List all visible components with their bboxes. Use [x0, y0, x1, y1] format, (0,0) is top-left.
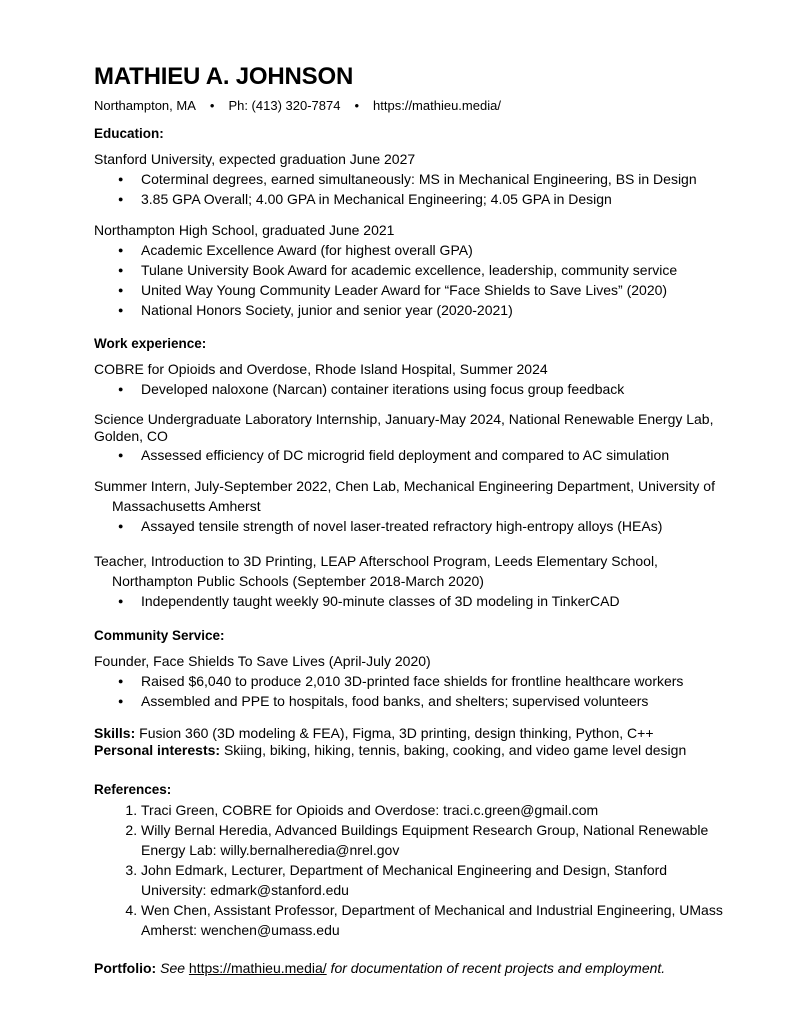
- interests-label: Personal interests:: [94, 742, 221, 758]
- portfolio-line: [94, 958, 734, 978]
- list-item: ● Coterminal degrees, earned simultaneously: MS in Mechanical Engineering, BS in Design: [141, 169, 734, 189]
- list-item: ● United Way Young Community Leader Award for “Face Shields to Save Lives” (2020): [141, 280, 734, 300]
- work-entry-title: Science Undergraduate Laboratory Internship, January-May 2024, National Renewable Energy Lab, Golden, CO: [94, 411, 714, 444]
- portfolio-label: Portfolio:: [94, 960, 157, 976]
- work-entry-title: Summer Intern, July-September 2022, Chen Lab, Mechanical Engineering Department, University of Massachusetts Amherst: [94, 478, 715, 514]
- work-bullets: [94, 379, 734, 399]
- community-entry-title: Founder, Face Shields To Save Lives (April-July 2020): [94, 653, 431, 669]
- list-item: ● Developed naloxone (Narcan) container iterations using focus group feedback: [141, 379, 734, 399]
- list-item: 2. Willy Bernal Heredia, Advanced Buildings Equipment Research Group, National Renewable Energy Lab: willy.bernalheredia@nrel.gov: [141, 820, 734, 860]
- work-bullets: [94, 516, 734, 536]
- references-heading: References:: [94, 782, 172, 797]
- list-item: ● Academic Excellence Award (for highest overall GPA): [141, 240, 734, 260]
- list-item: ● Independently taught weekly 90-minute classes of 3D modeling in TinkerCAD: [141, 591, 734, 611]
- resume-page: [94, 62, 734, 978]
- list-item: ● Tulane University Book Award for academic excellence, leadership, community service: [141, 260, 734, 280]
- community-heading: Community Service:: [94, 628, 225, 643]
- separator: •: [209, 98, 215, 113]
- portfolio-pre: See: [156, 960, 189, 976]
- separator: •: [354, 98, 360, 113]
- work-bullets: [94, 445, 734, 465]
- skills-line: [94, 725, 734, 742]
- list-item: ● Raised $6,040 to produce 2,010 3D-printed face shields for frontline healthcare workers: [141, 671, 734, 691]
- references-list: [94, 800, 734, 940]
- list-item: ● 3.85 GPA Overall; 4.00 GPA in Mechanical Engineering; 4.05 GPA in Design: [141, 189, 734, 209]
- contact-line: [94, 97, 734, 115]
- list-item: 1. Traci Green, COBRE for Opioids and Overdose: traci.c.green@gmail.com: [141, 800, 734, 820]
- education-bullets: [94, 169, 734, 209]
- list-item: 4. Wen Chen, Assistant Professor, Department of Mechanical and Industrial Engineering, UMass Amherst: wenchen@umass.edu: [141, 900, 734, 940]
- list-item: 3. John Edmark, Lecturer, Department of Mechanical Engineering and Design, Stanford University: edmark@stanford.edu: [141, 860, 734, 900]
- education-entry-title: Northampton High School, graduated June 2021: [94, 222, 395, 238]
- list-item: ● Assayed tensile strength of novel laser-treated refractory high-entropy alloys (HEAs): [141, 516, 734, 536]
- list-item: ● Assembled and PPE to hospitals, food banks, and shelters; supervised volunteers: [141, 691, 734, 711]
- website-link[interactable]: https://mathieu.media/: [373, 98, 501, 113]
- skills-label: Skills:: [94, 725, 136, 741]
- portfolio-link[interactable]: https://mathieu.media/: [188, 960, 327, 976]
- interests-line: [94, 742, 734, 759]
- phone: Ph: (413) 320-7874: [228, 98, 341, 113]
- applicant-name: MATHIEU A. JOHNSON: [94, 63, 354, 90]
- location: Northampton, MA: [94, 98, 196, 113]
- work-heading: Work experience:: [94, 336, 207, 351]
- work-entry-title: Teacher, Introduction to 3D Printing, LEAP Afterschool Program, Leeds Elementary School, Northampton Public Schools (September 2018-March 2020): [94, 553, 658, 589]
- education-bullets: [94, 240, 734, 320]
- list-item: ● Assessed efficiency of DC microgrid field deployment and compared to AC simulation: [141, 445, 734, 465]
- work-entry-title: COBRE for Opioids and Overdose, Rhode Island Hospital, Summer 2024: [94, 361, 548, 377]
- interests-text: Skiing, biking, hiking, tennis, baking, cooking, and video game level design: [220, 742, 687, 758]
- education-heading: Education:: [94, 126, 164, 141]
- portfolio-post: for documentation of recent projects and employment.: [326, 960, 666, 976]
- skills-text: Fusion 360 (3D modeling & FEA), Figma, 3D printing, design thinking, Python, C++: [135, 725, 654, 741]
- community-bullets: [94, 671, 734, 711]
- education-entry-title: Stanford University, expected graduation June 2027: [94, 151, 416, 167]
- work-bullets: [94, 591, 734, 611]
- list-item: ● National Honors Society, junior and senior year (2020-2021): [141, 300, 734, 320]
